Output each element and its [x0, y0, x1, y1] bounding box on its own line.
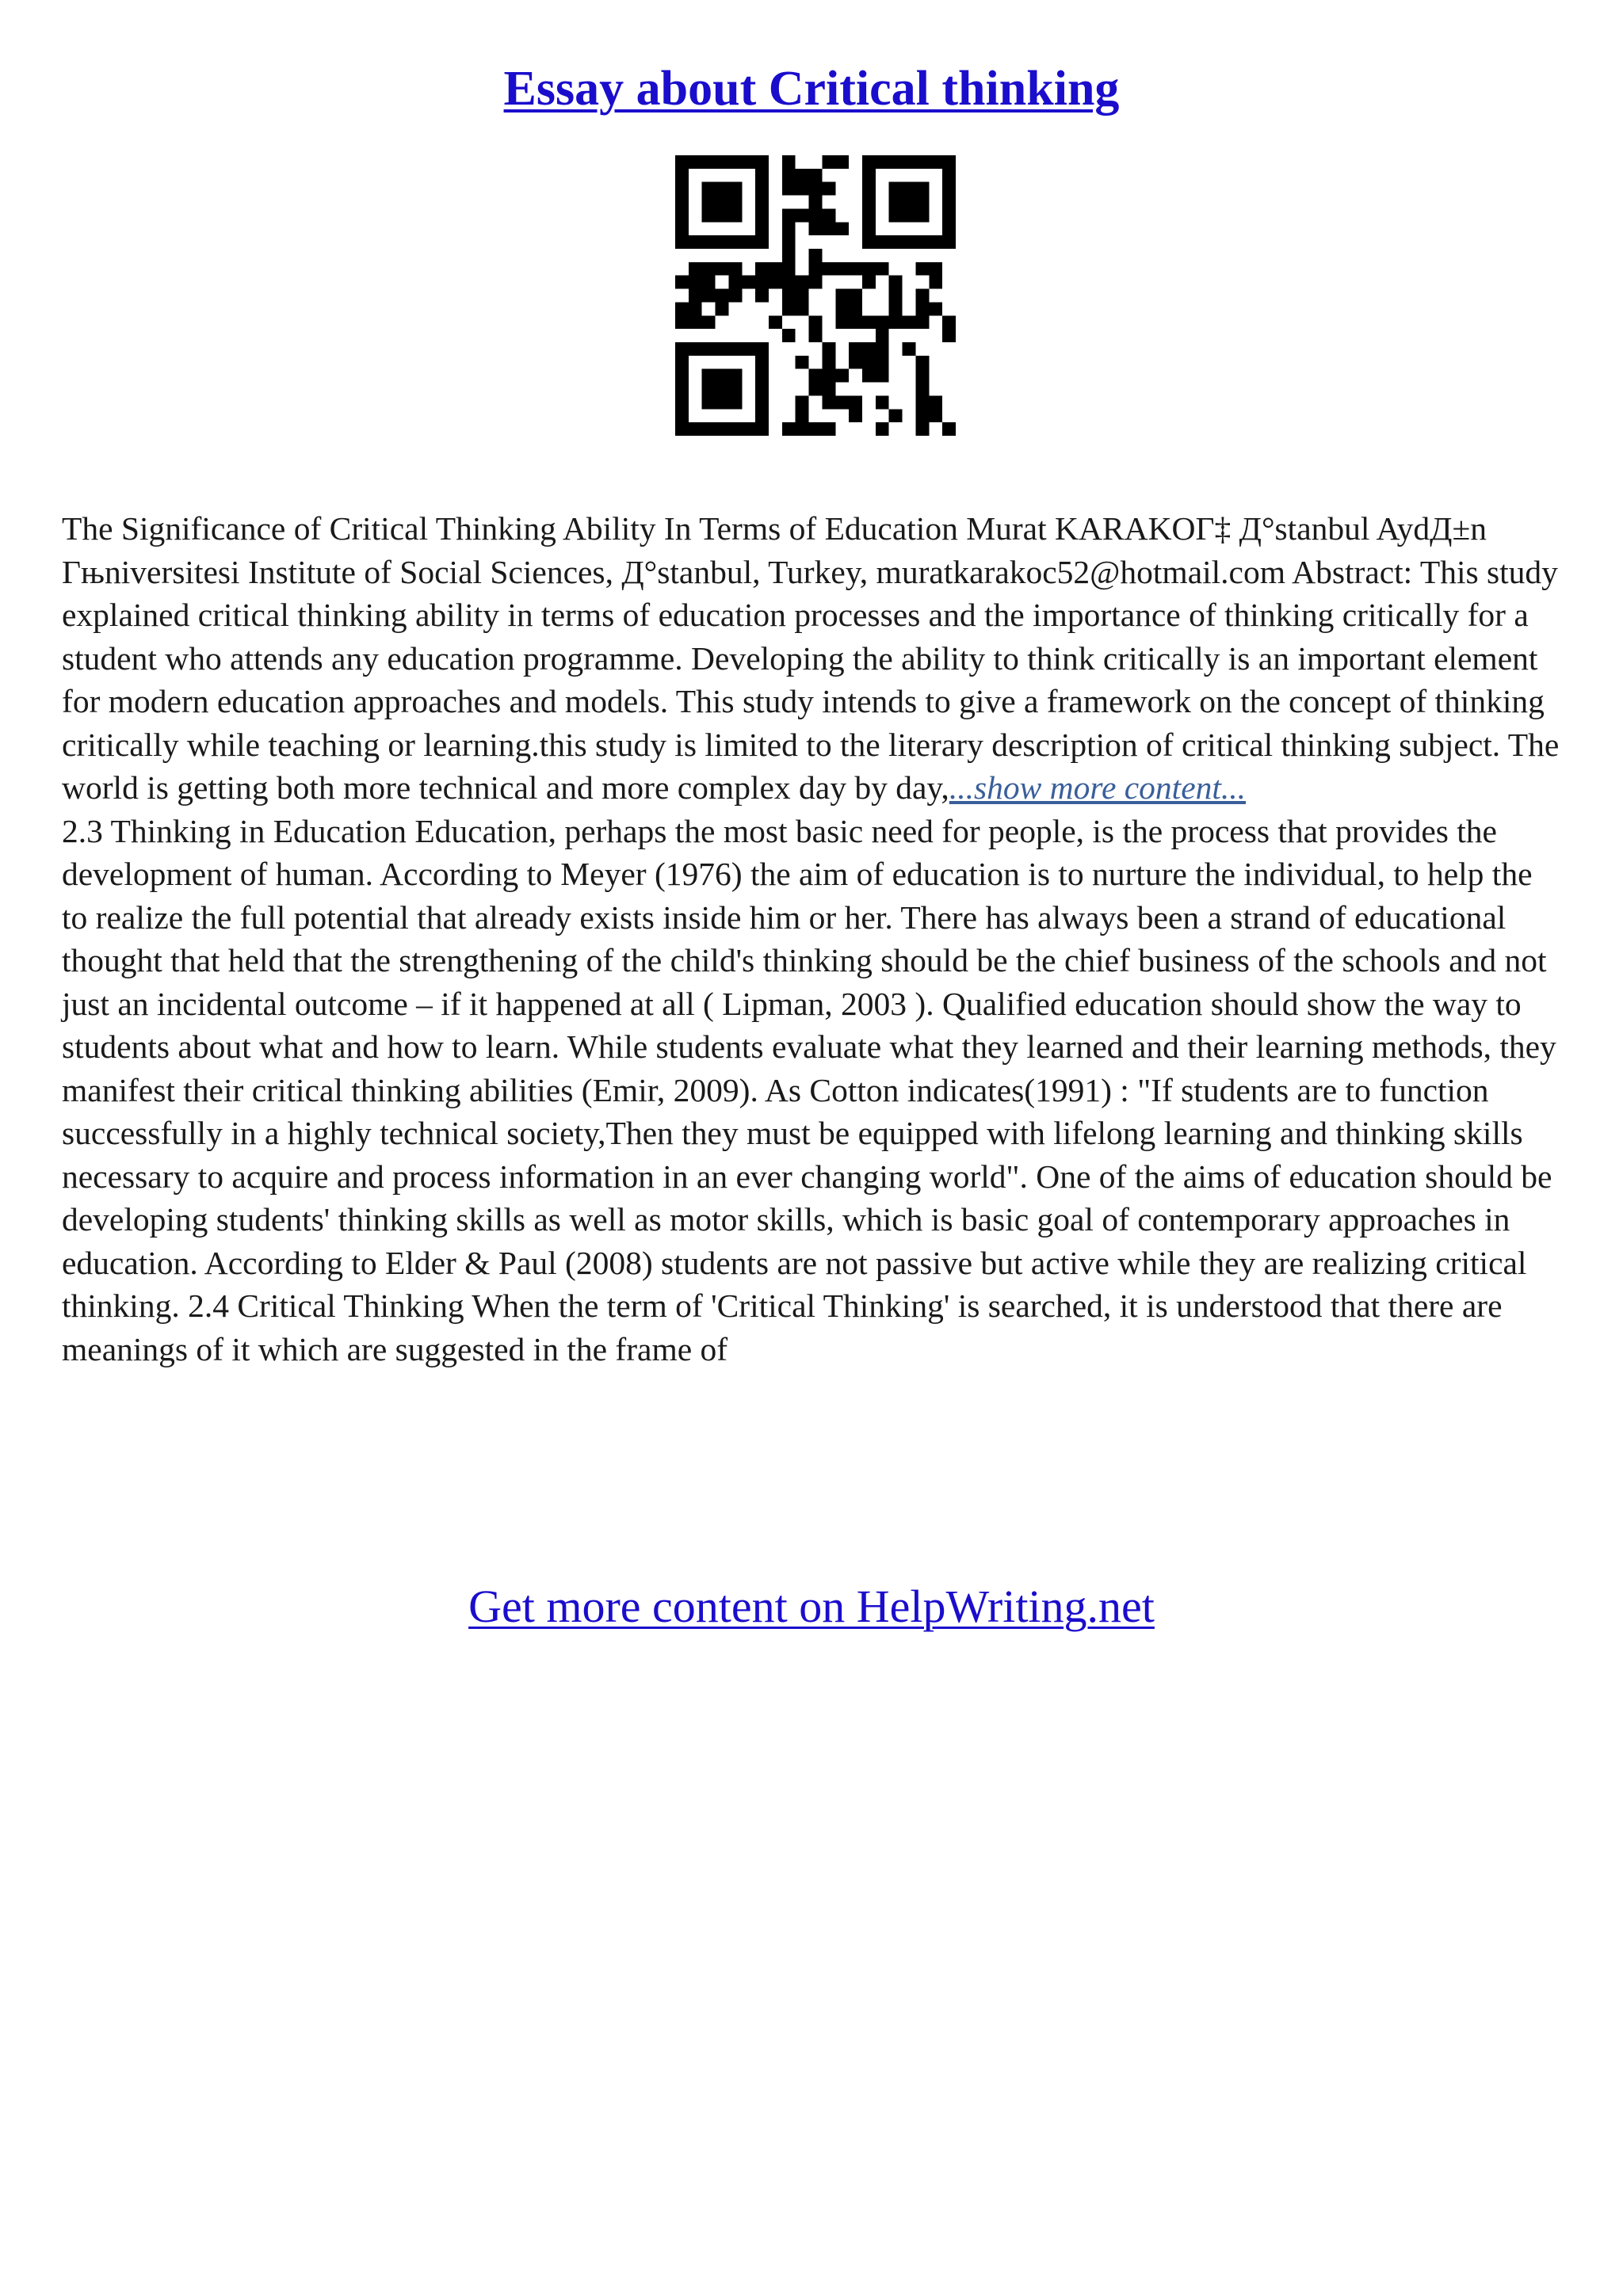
footer	[0, 1577, 1623, 1637]
qr-code-icon	[675, 155, 956, 436]
essay-paragraph-1	[62, 507, 1561, 810]
footer-link[interactable]: Get more content on HelpWriting.net	[468, 1581, 1155, 1632]
essay-paragraph-1-text: The Significance of Critical Thinking Ability In Terms of Education Murat KARAKOГ‡ Д°stanbul AydД±n Гњniversitesi Institute of Social Sciences, Д°stanbul, Turkey, muratkarakoc52@hotmail.com Abstract: This study explained critical thinking ability in terms of education processes and the importance of thinking critically for a student who attends any education programme. Developing the ability to think critically is an important element for modern education approaches and models. This study intends to give a framework on the concept of thinking critically while teaching or learning.this study is limited to the literary description of critical thinking subject. The world is getting both more technical and more complex day by day,	[62, 510, 1560, 806]
page-title	[0, 57, 1623, 120]
show-more-link[interactable]: ...show more content...	[949, 769, 1247, 806]
title-link[interactable]: Essay about Critical thinking	[503, 62, 1120, 116]
essay-paragraph-2: 2.3 Thinking in Education Education, perhaps the most basic need for people, is the process that provides the development of human. According to Meyer (1976) the aim of education is to nurture the individual, to help the to realize the full potential that already exists inside him or her. There has always been a strand of educational thought that held that the strengthening of the child's thinking should be the chief business of the schools and not just an incidental outcome – if it happened at all ( Lipman, 2003 ). Qualified education should show the way to students about what and how to learn. While students evaluate what they learned and their learning methods, they manifest their critical thinking abilities (Emir, 2009). As Cotton indicates(1991) : "If students are to function successfully in a highly technical society,Then they must be equipped with lifelong learning and thinking skills necessary to acquire and process information in an ever changing world". One of the aims of education should be developing students' thinking skills as well as motor skills, which is basic goal of contemporary approaches in education. According to Elder & Paul (2008) students are not passive but active while they are realizing critical thinking. 2.4 Critical Thinking When the term of 'Critical Thinking' is searched, it is understood that there are meanings of it which are suggested in the frame of	[62, 812, 1556, 1367]
essay-body	[62, 507, 1561, 1371]
